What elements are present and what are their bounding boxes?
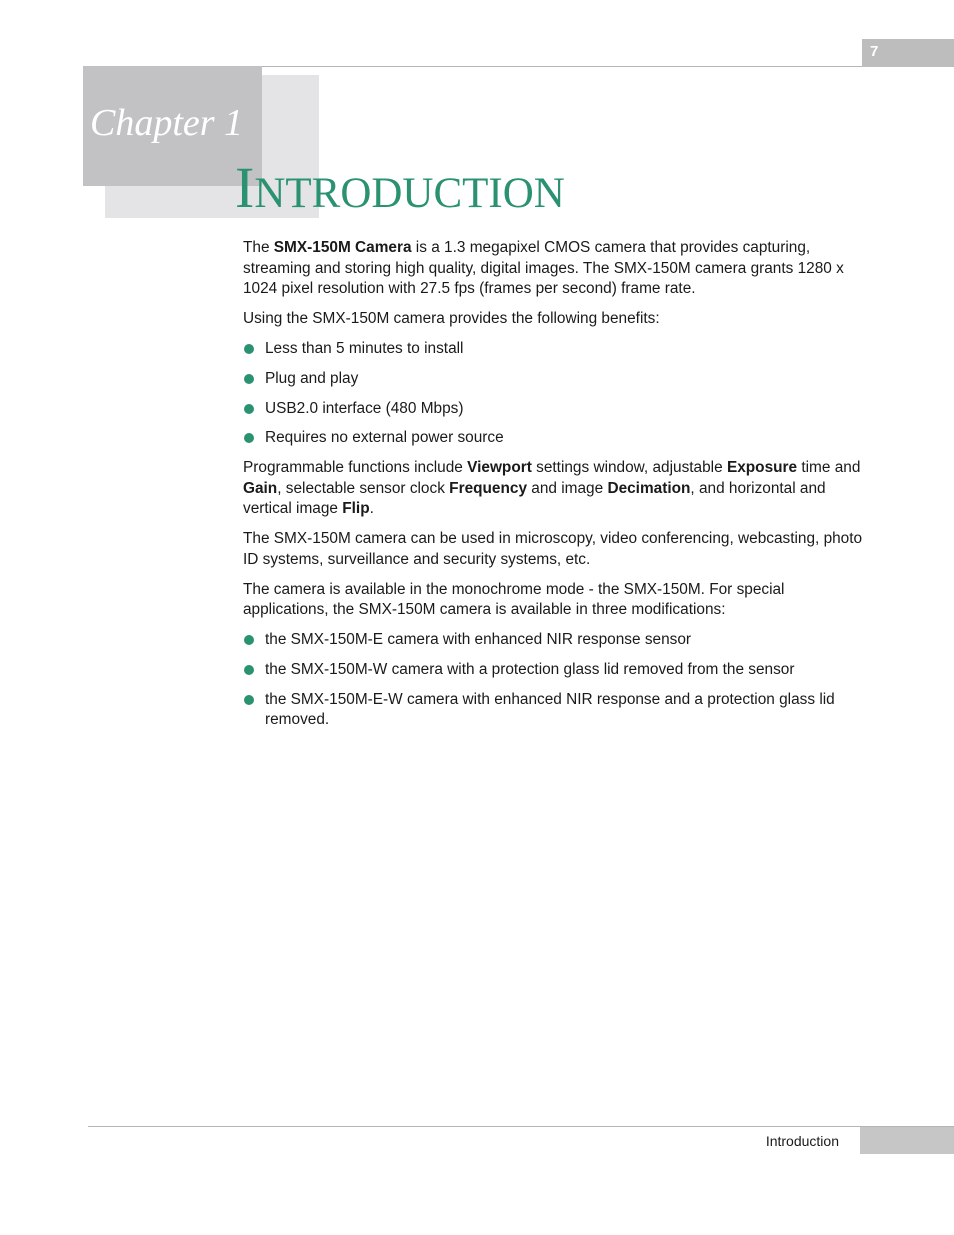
footer-rule [88,1126,954,1127]
list-item-text: Less than 5 minutes to install [265,340,464,357]
list-item [243,369,867,390]
keyword-exposure: Exposure [726,459,798,477]
bullet-icon [244,374,254,384]
text-run: . [369,500,374,518]
list-item [243,630,867,651]
keyword-frequency: Frequency [449,479,528,497]
functions-paragraph [243,458,867,520]
list-item-text: USB2.0 interface (480 Mbps) [265,399,464,417]
footer-section-title: Introduction [765,1133,839,1149]
keyword-decimation: Decimation [607,479,691,497]
chapter-title [235,156,565,226]
list-item-text: the SMX-150M-E camera with enhanced NIR response sensor [265,631,692,649]
title-initial: I [235,155,255,220]
text-run: The [243,239,274,256]
text-run: time and [797,459,861,477]
page-number: 7 [862,39,954,67]
title-rest: NTRODUCTION [254,170,565,217]
list-item [243,690,867,731]
list-item [243,399,867,420]
list-item-text: the SMX-150M-E-W camera with enhanced NIR response and a protection glass lid removed. [265,690,835,729]
benefits-list [243,339,867,449]
list-item [243,660,867,681]
uses-paragraph: The SMX-150M camera can be used in microscopy, video conferencing, webcasting, photo ID systems, surveillance and security systems, etc. [243,530,863,568]
bullet-icon [244,344,254,354]
body-content [243,238,867,740]
chapter-label: Chapter 1 [90,102,244,144]
list-item-text: the SMX-150M-W camera with a protection glass lid removed from the sensor [265,660,795,678]
intro-paragraph [243,238,867,300]
bullet-icon [244,433,254,443]
text-run: is a 1.3 megapixel CMOS camera that provides capturing, streaming and storing high quality, digital images. The SMX-150M camera grants 1280 x 1024 pixel resolution with 27.5 fps (frames per second) frame rate. [243,239,844,297]
list-item [243,428,867,449]
bullet-icon [244,665,254,675]
text-run: , selectable sensor clock [277,479,450,497]
header-rule [262,66,862,67]
keyword-flip: Flip [342,500,370,518]
product-name: SMX-150M Camera [273,239,412,256]
modifications-intro: The camera is available in the monochrome mode - the SMX-150M. For special applications, the SMX-150M camera is available in three modifications: [243,580,785,619]
list-item [243,339,867,360]
text-run: Programmable functions include [243,459,468,477]
bullet-icon [244,635,254,645]
keyword-viewport: Viewport [467,459,532,477]
bullet-icon [244,404,254,414]
keyword-gain: Gain [243,479,278,497]
bullet-icon [244,695,254,705]
list-item-text: Plug and play [265,369,359,387]
footer-tab [860,1127,954,1154]
text-run: settings window, adjustable [531,459,727,477]
list-item-text: Requires no external power source [265,429,504,447]
text-run: , and horizontal and vertical image [243,479,826,518]
benefits-intro: Using the SMX-150M camera provides the following benefits: [243,310,660,327]
text-run: and image [527,479,608,497]
modifications-list [243,630,867,731]
